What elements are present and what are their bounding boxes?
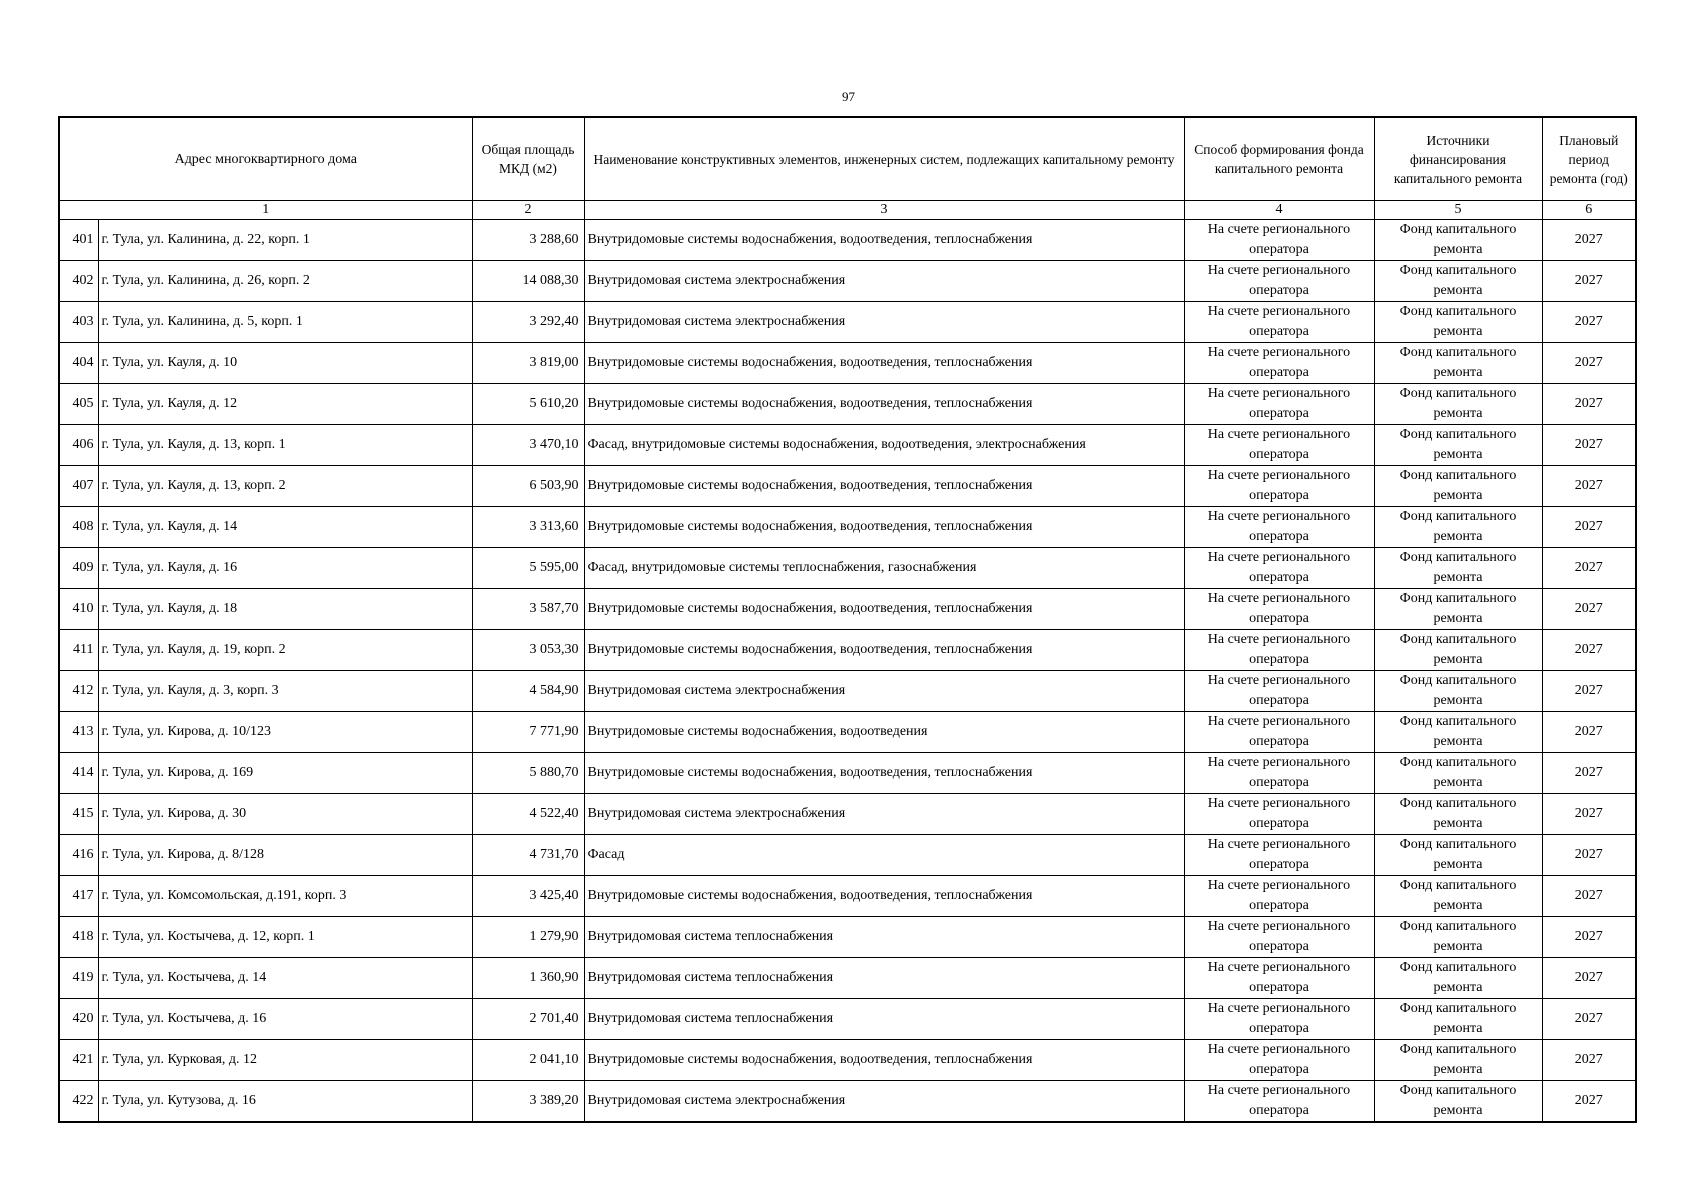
area-cell: 1 360,90	[472, 958, 584, 999]
page-number: 97	[842, 89, 855, 104]
table-row	[59, 876, 1636, 917]
address-cell: г. Тула, ул. Кирова, д. 169	[98, 753, 472, 794]
row-number: 412	[59, 671, 98, 712]
method-cell: На счете регионального оператора	[1184, 917, 1374, 958]
area-cell: 7 771,90	[472, 712, 584, 753]
elements-cell: Внутридомовые системы водоснабжения, водоотведения, теплоснабжения	[584, 343, 1184, 384]
elements-cell: Внутридомовые системы водоснабжения, водоотведения, теплоснабжения	[584, 220, 1184, 261]
table-row	[59, 589, 1636, 630]
source-cell: Фонд капитального ремонта	[1374, 876, 1542, 917]
table-row	[59, 261, 1636, 302]
source-cell: Фонд капитального ремонта	[1374, 466, 1542, 507]
source-cell: Фонд капитального ремонта	[1374, 589, 1542, 630]
row-number: 422	[59, 1081, 98, 1123]
table-row	[59, 835, 1636, 876]
header-elements: Наименование конструктивных элементов, инженерных систем, подлежащих капитальному ремонту	[584, 117, 1184, 201]
year-cell: 2027	[1542, 876, 1636, 917]
area-cell: 5 880,70	[472, 753, 584, 794]
year-cell: 2027	[1542, 712, 1636, 753]
address-cell: г. Тула, ул. Костычева, д. 16	[98, 999, 472, 1040]
area-cell: 2 701,40	[472, 999, 584, 1040]
header-row	[59, 117, 1636, 201]
row-number: 418	[59, 917, 98, 958]
elements-cell: Внутридомовая система теплоснабжения	[584, 958, 1184, 999]
address-cell: г. Тула, ул. Кауля, д. 14	[98, 507, 472, 548]
row-number: 406	[59, 425, 98, 466]
column-number: 4	[1184, 201, 1374, 220]
table-row	[59, 794, 1636, 835]
year-cell: 2027	[1542, 794, 1636, 835]
method-cell: На счете регионального оператора	[1184, 589, 1374, 630]
row-number: 402	[59, 261, 98, 302]
year-cell: 2027	[1542, 753, 1636, 794]
year-cell: 2027	[1542, 302, 1636, 343]
area-cell: 3 053,30	[472, 630, 584, 671]
elements-cell: Внутридомовые системы водоснабжения, водоотведения, теплоснабжения	[584, 384, 1184, 425]
elements-cell: Внутридомовая система электроснабжения	[584, 1081, 1184, 1123]
column-number: 3	[584, 201, 1184, 220]
table-row	[59, 220, 1636, 261]
row-number: 414	[59, 753, 98, 794]
elements-cell: Внутридомовая система электроснабжения	[584, 261, 1184, 302]
year-cell: 2027	[1542, 466, 1636, 507]
source-cell: Фонд капитального ремонта	[1374, 712, 1542, 753]
address-cell: г. Тула, ул. Кауля, д. 10	[98, 343, 472, 384]
method-cell: На счете регионального оператора	[1184, 630, 1374, 671]
row-number: 409	[59, 548, 98, 589]
column-number: 2	[472, 201, 584, 220]
header-source: Источники финансирования капитального ремонта	[1374, 117, 1542, 201]
address-cell: г. Тула, ул. Калинина, д. 22, корп. 1	[98, 220, 472, 261]
table-row	[59, 343, 1636, 384]
year-cell: 2027	[1542, 999, 1636, 1040]
area-cell: 3 819,00	[472, 343, 584, 384]
area-cell: 5 595,00	[472, 548, 584, 589]
address-cell: г. Тула, ул. Кауля, д. 19, корп. 2	[98, 630, 472, 671]
source-cell: Фонд капитального ремонта	[1374, 671, 1542, 712]
address-cell: г. Тула, ул. Курковая, д. 12	[98, 1040, 472, 1081]
source-cell: Фонд капитального ремонта	[1374, 220, 1542, 261]
method-cell: На счете регионального оператора	[1184, 384, 1374, 425]
area-cell: 3 587,70	[472, 589, 584, 630]
row-number: 404	[59, 343, 98, 384]
year-cell: 2027	[1542, 958, 1636, 999]
year-cell: 2027	[1542, 1040, 1636, 1081]
table-row	[59, 917, 1636, 958]
header-method: Способ формирования фонда капитального ремонта	[1184, 117, 1374, 201]
year-cell: 2027	[1542, 630, 1636, 671]
address-cell: г. Тула, ул. Кауля, д. 18	[98, 589, 472, 630]
method-cell: На счете регионального оператора	[1184, 507, 1374, 548]
capital-repair-table	[58, 116, 1637, 1123]
method-cell: На счете регионального оператора	[1184, 794, 1374, 835]
row-number: 420	[59, 999, 98, 1040]
area-cell: 14 088,30	[472, 261, 584, 302]
area-cell: 3 470,10	[472, 425, 584, 466]
method-cell: На счете регионального оператора	[1184, 671, 1374, 712]
row-number: 405	[59, 384, 98, 425]
source-cell: Фонд капитального ремонта	[1374, 630, 1542, 671]
address-cell: г. Тула, ул. Кауля, д. 13, корп. 2	[98, 466, 472, 507]
row-number: 401	[59, 220, 98, 261]
method-cell: На счете регионального оператора	[1184, 712, 1374, 753]
source-cell: Фонд капитального ремонта	[1374, 958, 1542, 999]
table-row	[59, 671, 1636, 712]
elements-cell: Внутридомовые системы водоснабжения, водоотведения, теплоснабжения	[584, 753, 1184, 794]
header-period: Плановый период ремонта (год)	[1542, 117, 1636, 201]
table-row	[59, 384, 1636, 425]
source-cell: Фонд капитального ремонта	[1374, 999, 1542, 1040]
year-cell: 2027	[1542, 671, 1636, 712]
year-cell: 2027	[1542, 548, 1636, 589]
address-cell: г. Тула, ул. Костычева, д. 12, корп. 1	[98, 917, 472, 958]
area-cell: 4 522,40	[472, 794, 584, 835]
elements-cell: Внутридомовая система электроснабжения	[584, 671, 1184, 712]
table-row	[59, 507, 1636, 548]
source-cell: Фонд капитального ремонта	[1374, 507, 1542, 548]
method-cell: На счете регионального оператора	[1184, 835, 1374, 876]
area-cell: 4 584,90	[472, 671, 584, 712]
address-cell: г. Тула, ул. Калинина, д. 26, корп. 2	[98, 261, 472, 302]
address-cell: г. Тула, ул. Кауля, д. 13, корп. 1	[98, 425, 472, 466]
method-cell: На счете регионального оператора	[1184, 958, 1374, 999]
year-cell: 2027	[1542, 589, 1636, 630]
table-row	[59, 466, 1636, 507]
area-cell: 3 389,20	[472, 1081, 584, 1123]
source-cell: Фонд капитального ремонта	[1374, 425, 1542, 466]
source-cell: Фонд капитального ремонта	[1374, 1040, 1542, 1081]
method-cell: На счете регионального оператора	[1184, 1040, 1374, 1081]
address-cell: г. Тула, ул. Калинина, д. 5, корп. 1	[98, 302, 472, 343]
column-number: 6	[1542, 201, 1636, 220]
year-cell: 2027	[1542, 261, 1636, 302]
source-cell: Фонд капитального ремонта	[1374, 753, 1542, 794]
address-cell: г. Тула, ул. Кирова, д. 10/123	[98, 712, 472, 753]
elements-cell: Фасад	[584, 835, 1184, 876]
table-row	[59, 999, 1636, 1040]
year-cell: 2027	[1542, 835, 1636, 876]
year-cell: 2027	[1542, 343, 1636, 384]
method-cell: На счете регионального оператора	[1184, 425, 1374, 466]
row-number: 413	[59, 712, 98, 753]
elements-cell: Внутридомовые системы водоснабжения, водоотведения, теплоснабжения	[584, 630, 1184, 671]
elements-cell: Внутридомовая система теплоснабжения	[584, 999, 1184, 1040]
year-cell: 2027	[1542, 917, 1636, 958]
elements-cell: Внутридомовые системы водоснабжения, водоотведения, теплоснабжения	[584, 466, 1184, 507]
row-number: 416	[59, 835, 98, 876]
address-cell: г. Тула, ул. Кауля, д. 16	[98, 548, 472, 589]
row-number: 419	[59, 958, 98, 999]
area-cell: 2 041,10	[472, 1040, 584, 1081]
source-cell: Фонд капитального ремонта	[1374, 548, 1542, 589]
source-cell: Фонд капитального ремонта	[1374, 384, 1542, 425]
method-cell: На счете регионального оператора	[1184, 999, 1374, 1040]
column-number-row	[59, 201, 1636, 220]
area-cell: 3 313,60	[472, 507, 584, 548]
method-cell: На счете регионального оператора	[1184, 548, 1374, 589]
year-cell: 2027	[1542, 1081, 1636, 1123]
method-cell: На счете регионального оператора	[1184, 343, 1374, 384]
area-cell: 3 288,60	[472, 220, 584, 261]
table-row	[59, 712, 1636, 753]
method-cell: На счете регионального оператора	[1184, 220, 1374, 261]
elements-cell: Фасад, внутридомовые системы теплоснабжения, газоснабжения	[584, 548, 1184, 589]
elements-cell: Внутридомовые системы водоснабжения, водоотведения, теплоснабжения	[584, 876, 1184, 917]
column-number: 5	[1374, 201, 1542, 220]
source-cell: Фонд капитального ремонта	[1374, 1081, 1542, 1123]
row-number: 408	[59, 507, 98, 548]
method-cell: На счете регионального оператора	[1184, 261, 1374, 302]
row-number: 417	[59, 876, 98, 917]
table-row	[59, 958, 1636, 999]
year-cell: 2027	[1542, 507, 1636, 548]
year-cell: 2027	[1542, 220, 1636, 261]
year-cell: 2027	[1542, 384, 1636, 425]
address-cell: г. Тула, ул. Комсомольская, д.191, корп. 3	[98, 876, 472, 917]
method-cell: На счете регионального оператора	[1184, 302, 1374, 343]
elements-cell: Внутридомовая система теплоснабжения	[584, 917, 1184, 958]
row-number: 410	[59, 589, 98, 630]
source-cell: Фонд капитального ремонта	[1374, 794, 1542, 835]
address-cell: г. Тула, ул. Кауля, д. 12	[98, 384, 472, 425]
elements-cell: Внутридомовые системы водоснабжения, водоотведения, теплоснабжения	[584, 507, 1184, 548]
row-number: 415	[59, 794, 98, 835]
area-cell: 3 425,40	[472, 876, 584, 917]
table-row	[59, 1040, 1636, 1081]
method-cell: На счете регионального оператора	[1184, 876, 1374, 917]
elements-cell: Внутридомовая система электроснабжения	[584, 794, 1184, 835]
method-cell: На счете регионального оператора	[1184, 753, 1374, 794]
elements-cell: Фасад, внутридомовые системы водоснабжения, водоотведения, электроснабжения	[584, 425, 1184, 466]
row-number: 407	[59, 466, 98, 507]
source-cell: Фонд капитального ремонта	[1374, 917, 1542, 958]
column-number: 1	[59, 201, 472, 220]
table-row	[59, 753, 1636, 794]
address-cell: г. Тула, ул. Кирова, д. 30	[98, 794, 472, 835]
table-row	[59, 302, 1636, 343]
area-cell: 4 731,70	[472, 835, 584, 876]
source-cell: Фонд капитального ремонта	[1374, 261, 1542, 302]
table-row	[59, 425, 1636, 466]
elements-cell: Внутридомовые системы водоснабжения, водоотведения, теплоснабжения	[584, 1040, 1184, 1081]
table-row	[59, 1081, 1636, 1123]
year-cell: 2027	[1542, 425, 1636, 466]
address-cell: г. Тула, ул. Кирова, д. 8/128	[98, 835, 472, 876]
method-cell: На счете регионального оператора	[1184, 1081, 1374, 1123]
source-cell: Фонд капитального ремонта	[1374, 302, 1542, 343]
elements-cell: Внутридомовые системы водоснабжения, водоотведения	[584, 712, 1184, 753]
area-cell: 1 279,90	[472, 917, 584, 958]
header-area: Общая площадь МКД (м2)	[472, 117, 584, 201]
address-cell: г. Тула, ул. Кутузова, д. 16	[98, 1081, 472, 1123]
row-number: 421	[59, 1040, 98, 1081]
table-row	[59, 548, 1636, 589]
area-cell: 6 503,90	[472, 466, 584, 507]
row-number: 411	[59, 630, 98, 671]
row-number: 403	[59, 302, 98, 343]
address-cell: г. Тула, ул. Костычева, д. 14	[98, 958, 472, 999]
area-cell: 5 610,20	[472, 384, 584, 425]
elements-cell: Внутридомовая система электроснабжения	[584, 302, 1184, 343]
source-cell: Фонд капитального ремонта	[1374, 343, 1542, 384]
header-address: Адрес многоквартирного дома	[59, 117, 472, 201]
method-cell: На счете регионального оператора	[1184, 466, 1374, 507]
address-cell: г. Тула, ул. Кауля, д. 3, корп. 3	[98, 671, 472, 712]
area-cell: 3 292,40	[472, 302, 584, 343]
source-cell: Фонд капитального ремонта	[1374, 835, 1542, 876]
table-row	[59, 630, 1636, 671]
elements-cell: Внутридомовые системы водоснабжения, водоотведения, теплоснабжения	[584, 589, 1184, 630]
